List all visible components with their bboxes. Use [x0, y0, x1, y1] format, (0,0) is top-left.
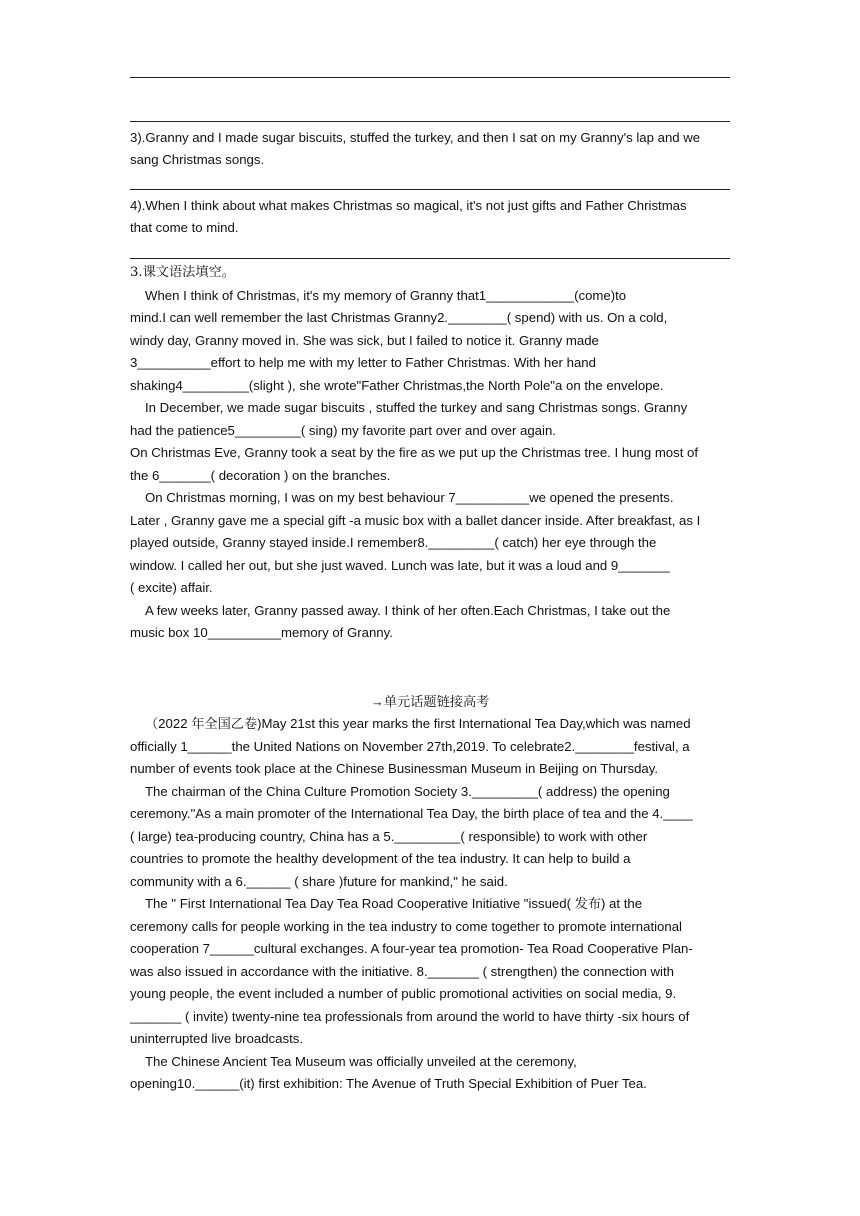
cloze-line: Later , Granny gave me a special gift -a music box with a ballet dancer inside. After breakfast, as I	[130, 513, 701, 528]
gaokao-section-title: →单元话题链接高考	[370, 694, 490, 709]
section-3-heading: 3.课文语法填空。	[130, 265, 235, 280]
gaokao-line: was also issued in accordance with the initiative. 8._______ ( strengthen) the connection with	[130, 964, 674, 979]
answer-line	[130, 77, 730, 78]
answer-line	[130, 258, 730, 259]
cloze-line: 3__________effort to help me with my letter to Father Christmas. With her hand	[130, 355, 596, 370]
cloze-line: windy day, Granny moved in. She was sick, but I failed to notice it. Granny made	[130, 333, 599, 348]
gaokao-line: officially 1______the United Nations on November 27th,2019. To celebrate2.________festival, a	[130, 739, 690, 754]
gaokao-line: opening10.______(it) first exhibition: The Avenue of Truth Special Exhibition of Puer Tea.	[130, 1076, 647, 1091]
gaokao-line: countries to promote the healthy development of the tea industry. It can help to build a	[130, 851, 631, 866]
cloze-line: window. I called her out, but she just waved. Lunch was late, but it was a loud and 9_______	[130, 558, 670, 573]
cloze-line: ( excite) affair.	[130, 580, 213, 595]
sentence-3-line-1: 3).Granny and I made sugar biscuits, stuffed the turkey, and then I sat on my Granny's lap and we	[130, 130, 701, 145]
answer-line	[130, 189, 730, 190]
gaokao-line: community with a 6.______ ( share )future for mankind," he said.	[130, 874, 508, 889]
gaokao-line: ( large) tea-producing country, China has a 5._________( responsible) to work with other	[130, 829, 648, 844]
answer-line	[130, 121, 730, 122]
cloze-line: In December, we made sugar biscuits , stuffed the turkey and sang Christmas songs. Granny	[145, 400, 688, 415]
gaokao-line: ceremony."As a main promoter of the International Tea Day, the birth place of tea and the 4.____	[130, 806, 693, 821]
gaokao-line: （2022 年全国乙卷)May 21st this year marks the first International Tea Day,which was named	[145, 716, 691, 731]
sentence-3-line-2: sang Christmas songs.	[130, 152, 265, 167]
cloze-line: On Christmas Eve, Granny took a seat by the fire as we put up the Christmas tree. I hung most of	[130, 445, 699, 460]
gaokao-line: The chairman of the China Culture Promotion Society 3._________( address) the opening	[145, 784, 670, 799]
gaokao-line: The " First International Tea Day Tea Road Cooperative Initiative "issued( 发布) at the	[145, 896, 643, 911]
cloze-line: had the patience5_________( sing) my favorite part over and over again.	[130, 423, 556, 438]
cloze-line: When I think of Christmas, it's my memory of Granny that1____________(come)to	[145, 288, 627, 303]
cloze-line: A few weeks later, Granny passed away. I think of her often.Each Christmas, I take out the	[145, 603, 671, 618]
gaokao-line: ceremony calls for people working in the tea industry to come together to promote international	[130, 919, 682, 934]
gaokao-line: _______ ( invite) twenty-nine tea professionals from around the world to have thirty -six hours of	[130, 1009, 690, 1024]
gaokao-line: number of events took place at the Chinese Businessman Museum in Beijing on Thursday.	[130, 761, 659, 776]
gaokao-line: uninterrupted live broadcasts.	[130, 1031, 304, 1046]
sentence-4-line-1: 4).When I think about what makes Christmas so magical, it's not just gifts and Father Christmas	[130, 198, 687, 213]
gaokao-line: young people, the event included a number of public promotional activities on social media, 9.	[130, 986, 677, 1001]
cloze-line: music box 10__________memory of Granny.	[130, 625, 393, 640]
cloze-line: mind.I can well remember the last Christmas Granny2.________( spend) with us. On a cold,	[130, 310, 668, 325]
cloze-line: On Christmas morning, I was on my best behaviour 7__________we opened the presents.	[145, 490, 674, 505]
cloze-line: played outside, Granny stayed inside.I remember8._________( catch) her eye through the	[130, 535, 657, 550]
cloze-line: the 6_______( decoration ) on the branches.	[130, 468, 391, 483]
gaokao-line: cooperation 7______cultural exchanges. A four-year tea promotion- Tea Road Cooperative Plan-	[130, 941, 693, 956]
gaokao-line: The Chinese Ancient Tea Museum was officially unveiled at the ceremony,	[145, 1054, 577, 1069]
sentence-4-line-2: that come to mind.	[130, 220, 239, 235]
cloze-line: shaking4_________(slight ), she wrote"Father Christmas,the North Pole"a on the envelope.	[130, 378, 664, 393]
